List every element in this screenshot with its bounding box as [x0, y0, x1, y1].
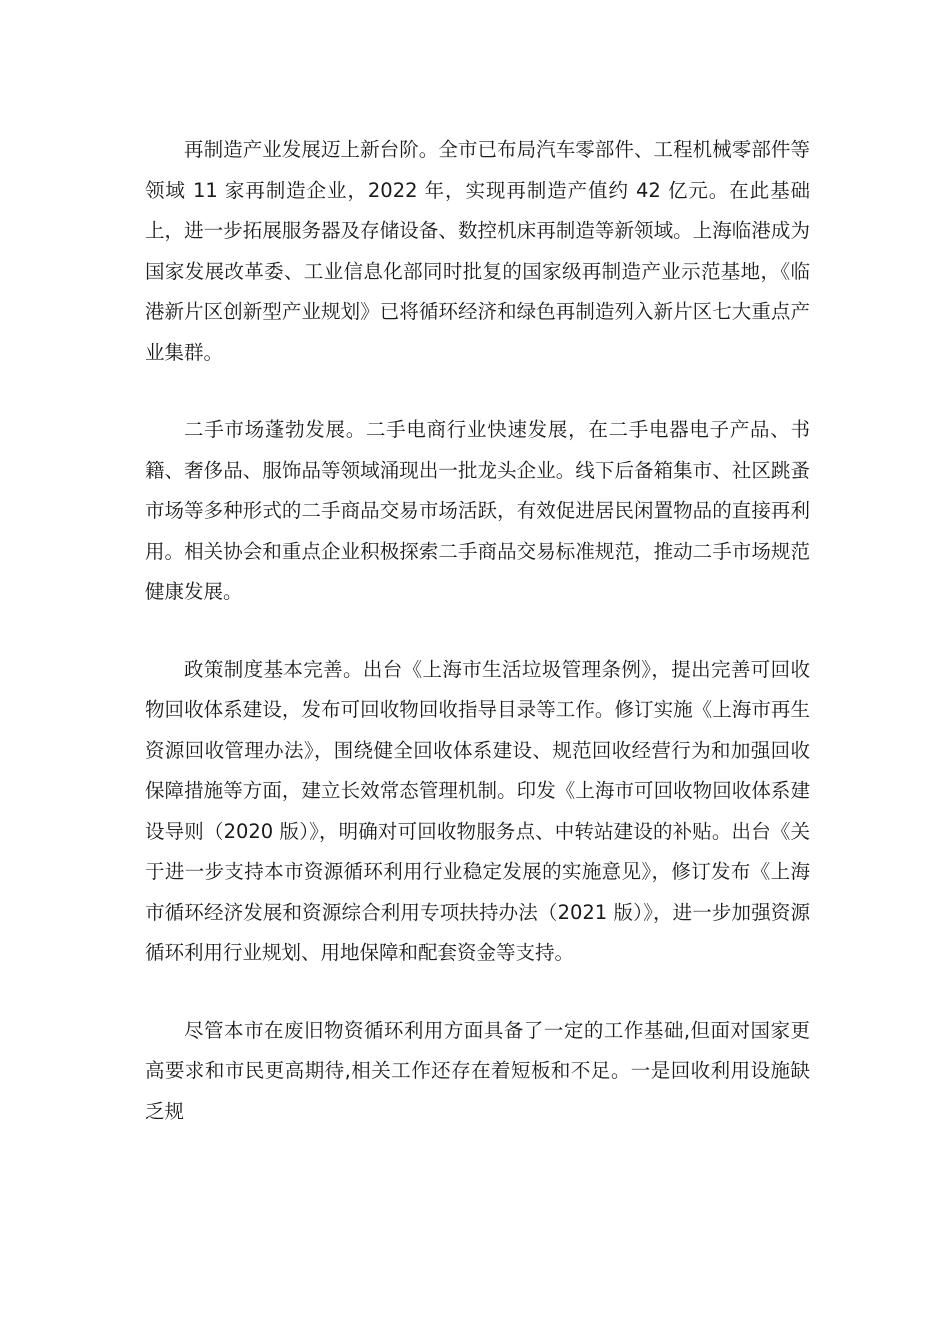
paragraph-policy-system: 政策制度基本完善。出台《上海市生活垃圾管理条例》，提出完善可回收物回收体系建设，发布可回收物回收指导目录等工作。修订实施《上海市再生资源回收管理办法》，围绕健全回收体系建设、规范回收经营行为和加强回收保障措施等方面，建立长效常态管理机制。印发《上海市可回收物回收体系建设导则（2020 版）》，明确对可回收物服务点、中转站建设的补贴。出台《关于进一步支持本市资源循环利用行业稳定发展的实施意见》，修订发布《上海市循环经济发展和资源综合利用专项扶持办法（2021 版）》，进一步加强资源循环利用行业规划、用地保障和配套资金等支持。	[145, 657, 810, 964]
document-body	[145, 130, 810, 1132]
paragraph-shortcomings: 尽管本市在废旧物资循环利用方面具备了一定的工作基础,但面对国家更高要求和市民更高期待,相关工作还存在着短板和不足。一是回收利用设施缺乏规	[145, 1018, 810, 1123]
paragraph-second-hand-market: 二手市场蓬勃发展。二手电商行业快速发展，在二手电器电子产品、书籍、奢侈品、服饰品等领域涌现出一批龙头企业。线下后备箱集市、社区跳蚤市场等多种形式的二手商品交易市场活跃，有效促进居民闲置物品的直接再利用。相关协会和重点企业积极探索二手商品交易标准规范，推动二手市场规范健康发展。	[145, 418, 810, 603]
paragraph-remanufacturing: 再制造产业发展迈上新台阶。全市已布局汽车零部件、工程机械零部件等领域 11 家再制造企业，2022 年，实现再制造产值约 42 亿元。在此基础上，进一步拓展服务器及存储设备、数控机床再制造等新领域。上海临港成为国家发展改革委、工业信息化部同时批复的国家级再制造产业示范基地，《临港新片区创新型产业规划》已将循环经济和绿色再制造列入新片区七大重点产业集群。	[145, 138, 810, 364]
